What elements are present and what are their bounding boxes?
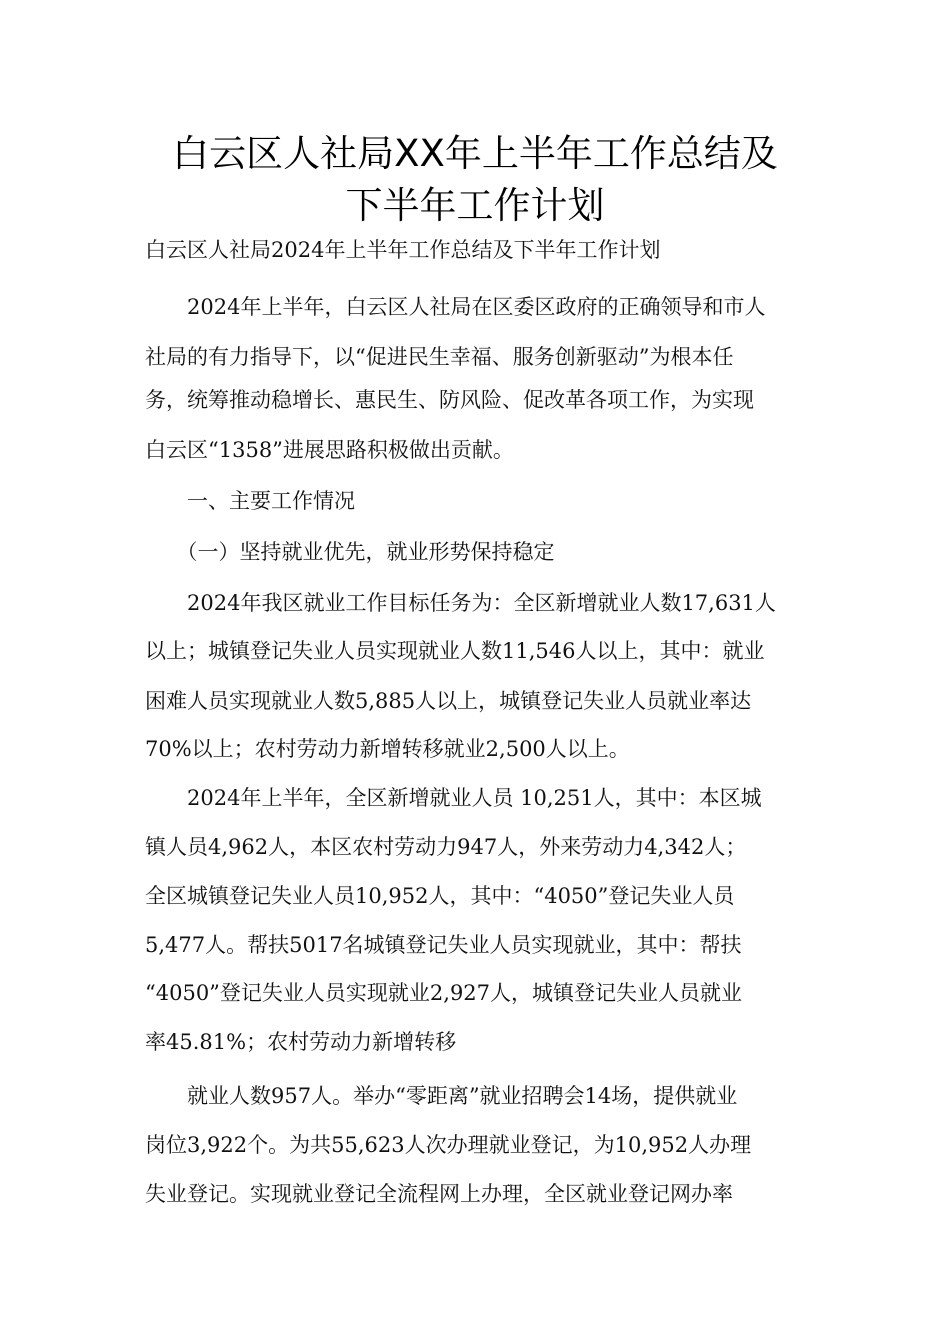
paragraph-line: 率45.81%；农村劳动力新增转移: [145, 1030, 457, 1054]
document-subtitle: 白云区人社局2024年上半年工作总结及下半年工作计划: [145, 238, 661, 262]
paragraph-line: “4050”登记失业人员实现就业2,927人，城镇登记失业人员就业: [145, 981, 743, 1005]
paragraph-line: 镇人员4,962人，本区农村劳动力947人，外来劳动力4,342人；: [145, 835, 747, 859]
paragraph-line: 5,477人。帮扶5017名城镇登记失业人员实现就业，其中：帮扶: [145, 933, 742, 957]
paragraph-line: 全区城镇登记失业人员10,952人，其中：“4050”登记失业人员: [145, 884, 735, 908]
paragraph-line: 失业登记。实现就业登记全流程网上办理，全区就业登记网办率: [145, 1182, 733, 1206]
paragraph-line: 2024年上半年，全区新增就业人员 10,251人，其中：本区城: [145, 786, 762, 810]
paragraph-line: 务，统筹推动稳增长、惠民生、防风险、促改革各项工作，为实现: [145, 388, 754, 412]
paragraph-line: 白云区“1358”进展思路积极做出贡献。: [145, 438, 514, 462]
paragraph-line: 岗位3,922个。为共55,623人次办理就业登记，为10,952人办理: [145, 1133, 752, 1157]
subsection-heading: （一）坚持就业优先，就业形势保持稳定: [145, 540, 555, 564]
paragraph-line: 困难人员实现就业人数5,885人以上，城镇登记失业人员就业率达: [145, 689, 752, 713]
paragraph-line: 社局的有力指导下，以“促进民生幸福、服务创新驱动”为根本任: [145, 345, 734, 369]
document-title-line-2: 下半年工作计划: [345, 184, 605, 227]
paragraph-line: 就业人数957人。举办“零距离”就业招聘会14场，提供就业: [145, 1084, 738, 1108]
paragraph-line: 2024年上半年，白云区人社局在区委区政府的正确领导和市人: [145, 295, 766, 319]
section-heading: 一、主要工作情况: [145, 489, 355, 513]
paragraph-line: 70%以上；农村劳动力新增转移就业2,500人以上。: [145, 737, 630, 761]
paragraph-line: 2024年我区就业工作目标任务为：全区新增就业人数17,631人: [145, 591, 776, 615]
paragraph-line: 以上；城镇登记失业人员实现就业人数11,546人以上，其中：就业: [145, 639, 765, 663]
document-title-line-1: 白云区人社局XX年上半年工作总结及: [172, 132, 778, 175]
